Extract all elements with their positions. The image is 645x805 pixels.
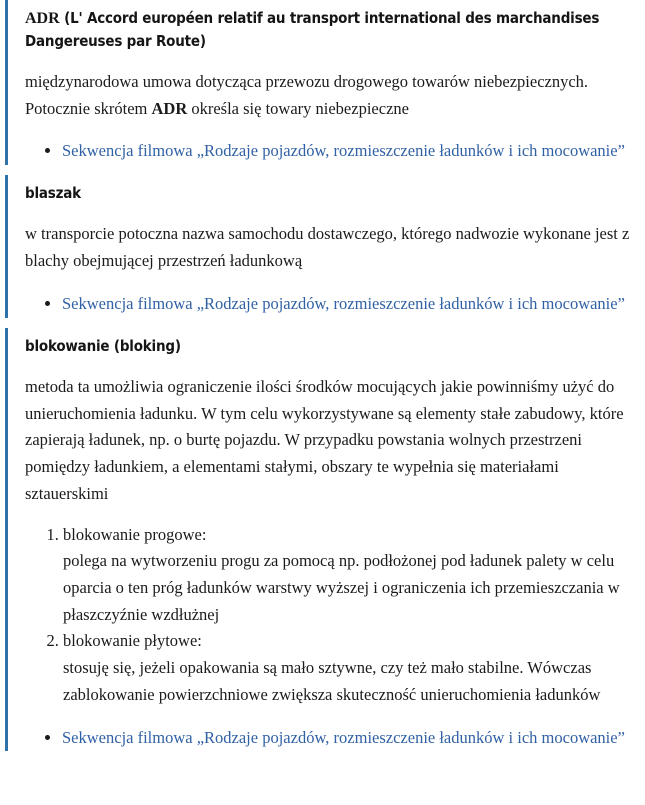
glossary-definition — [25, 221, 635, 274]
definition-bold-abbreviation: ADR — [151, 98, 188, 118]
definition-text-part-1: w transporcie potoczna nazwa samochodu dostawczego, którego nadwozie wykonane jest z blachy obejmującej przestrzeń ładunkową — [25, 224, 630, 271]
glossary-definition — [25, 69, 635, 122]
sub-definition-title: blokowanie progowe: — [63, 524, 207, 544]
glossary-definition — [25, 374, 635, 508]
video-sequence-link[interactable]: Sekwencja filmowa „Rodzaje pojazdów, rozmieszczenie ładunków i ich mocowanie” — [62, 293, 625, 313]
resource-link-list — [25, 291, 635, 318]
glossary-term-heading — [25, 328, 635, 357]
glossary-term-heading — [25, 175, 635, 204]
resource-link-list — [25, 138, 635, 165]
list-item — [63, 628, 635, 708]
glossary-entry — [5, 175, 645, 317]
list-item — [62, 725, 635, 752]
video-sequence-link[interactable]: Sekwencja filmowa „Rodzaje pojazdów, rozmieszczenie ładunków i ich mocowanie” — [62, 141, 625, 161]
term-expansion: blaszak — [25, 184, 81, 203]
glossary-entry — [5, 328, 645, 752]
term-expansion: blokowanie (bloking) — [25, 336, 181, 355]
definition-text-part-2: określa się towary niebezpieczne — [187, 98, 409, 118]
term-expansion: (L' Accord européen relatif au transport international des marchandises Dangereuses par Route) — [25, 9, 600, 50]
definition-text-part-1: metoda ta umożliwia ograniczenie ilości środków mocujących jakie powinniśmy użyć do unieruchomienia ładunku. W tym celu wykorzystywane są elementy stałe zabudowy, które zapierają ładunek, np. o burtę pojazdu. W przypadku powstania wolnych przestrzeni pomiędzy ładunkiem, a elementami stałymi, obszary te wypełnia się materiałami sztauerskimi — [25, 376, 624, 503]
term-abbreviation: ADR — [25, 10, 60, 27]
list-item — [62, 138, 635, 165]
sub-definition-body: stosuję się, jeżeli opakowania są mało sztywne, czy też mało stabilne. Wówczas zablokowanie powierzchniowe zwiększa skuteczność unieruchomienia ładunków — [63, 658, 601, 704]
sub-definition-title: blokowanie płytowe: — [63, 631, 202, 651]
sub-definition-list — [25, 522, 635, 709]
resource-link-list — [25, 725, 635, 752]
list-item — [63, 522, 635, 629]
list-item — [62, 291, 635, 318]
definition-text-part-1: międzynarodowa umowa dotycząca przewozu drogowego towarów niebezpiecznych. Potocznie skrótem — [25, 72, 589, 118]
glossary-term-heading — [25, 0, 635, 52]
video-sequence-link[interactable]: Sekwencja filmowa „Rodzaje pojazdów, rozmieszczenie ładunków i ich mocowanie” — [62, 727, 625, 747]
sub-definition-body: polega na wytworzeniu progu za pomocą np. podłożonej pod ładunek palety w celu oparcia o ten próg ładunków warstwy wyższej i ograniczenia ich przemieszczania w płaszczyźnie wzdłużnej — [63, 551, 620, 624]
glossary-entry — [5, 0, 645, 165]
